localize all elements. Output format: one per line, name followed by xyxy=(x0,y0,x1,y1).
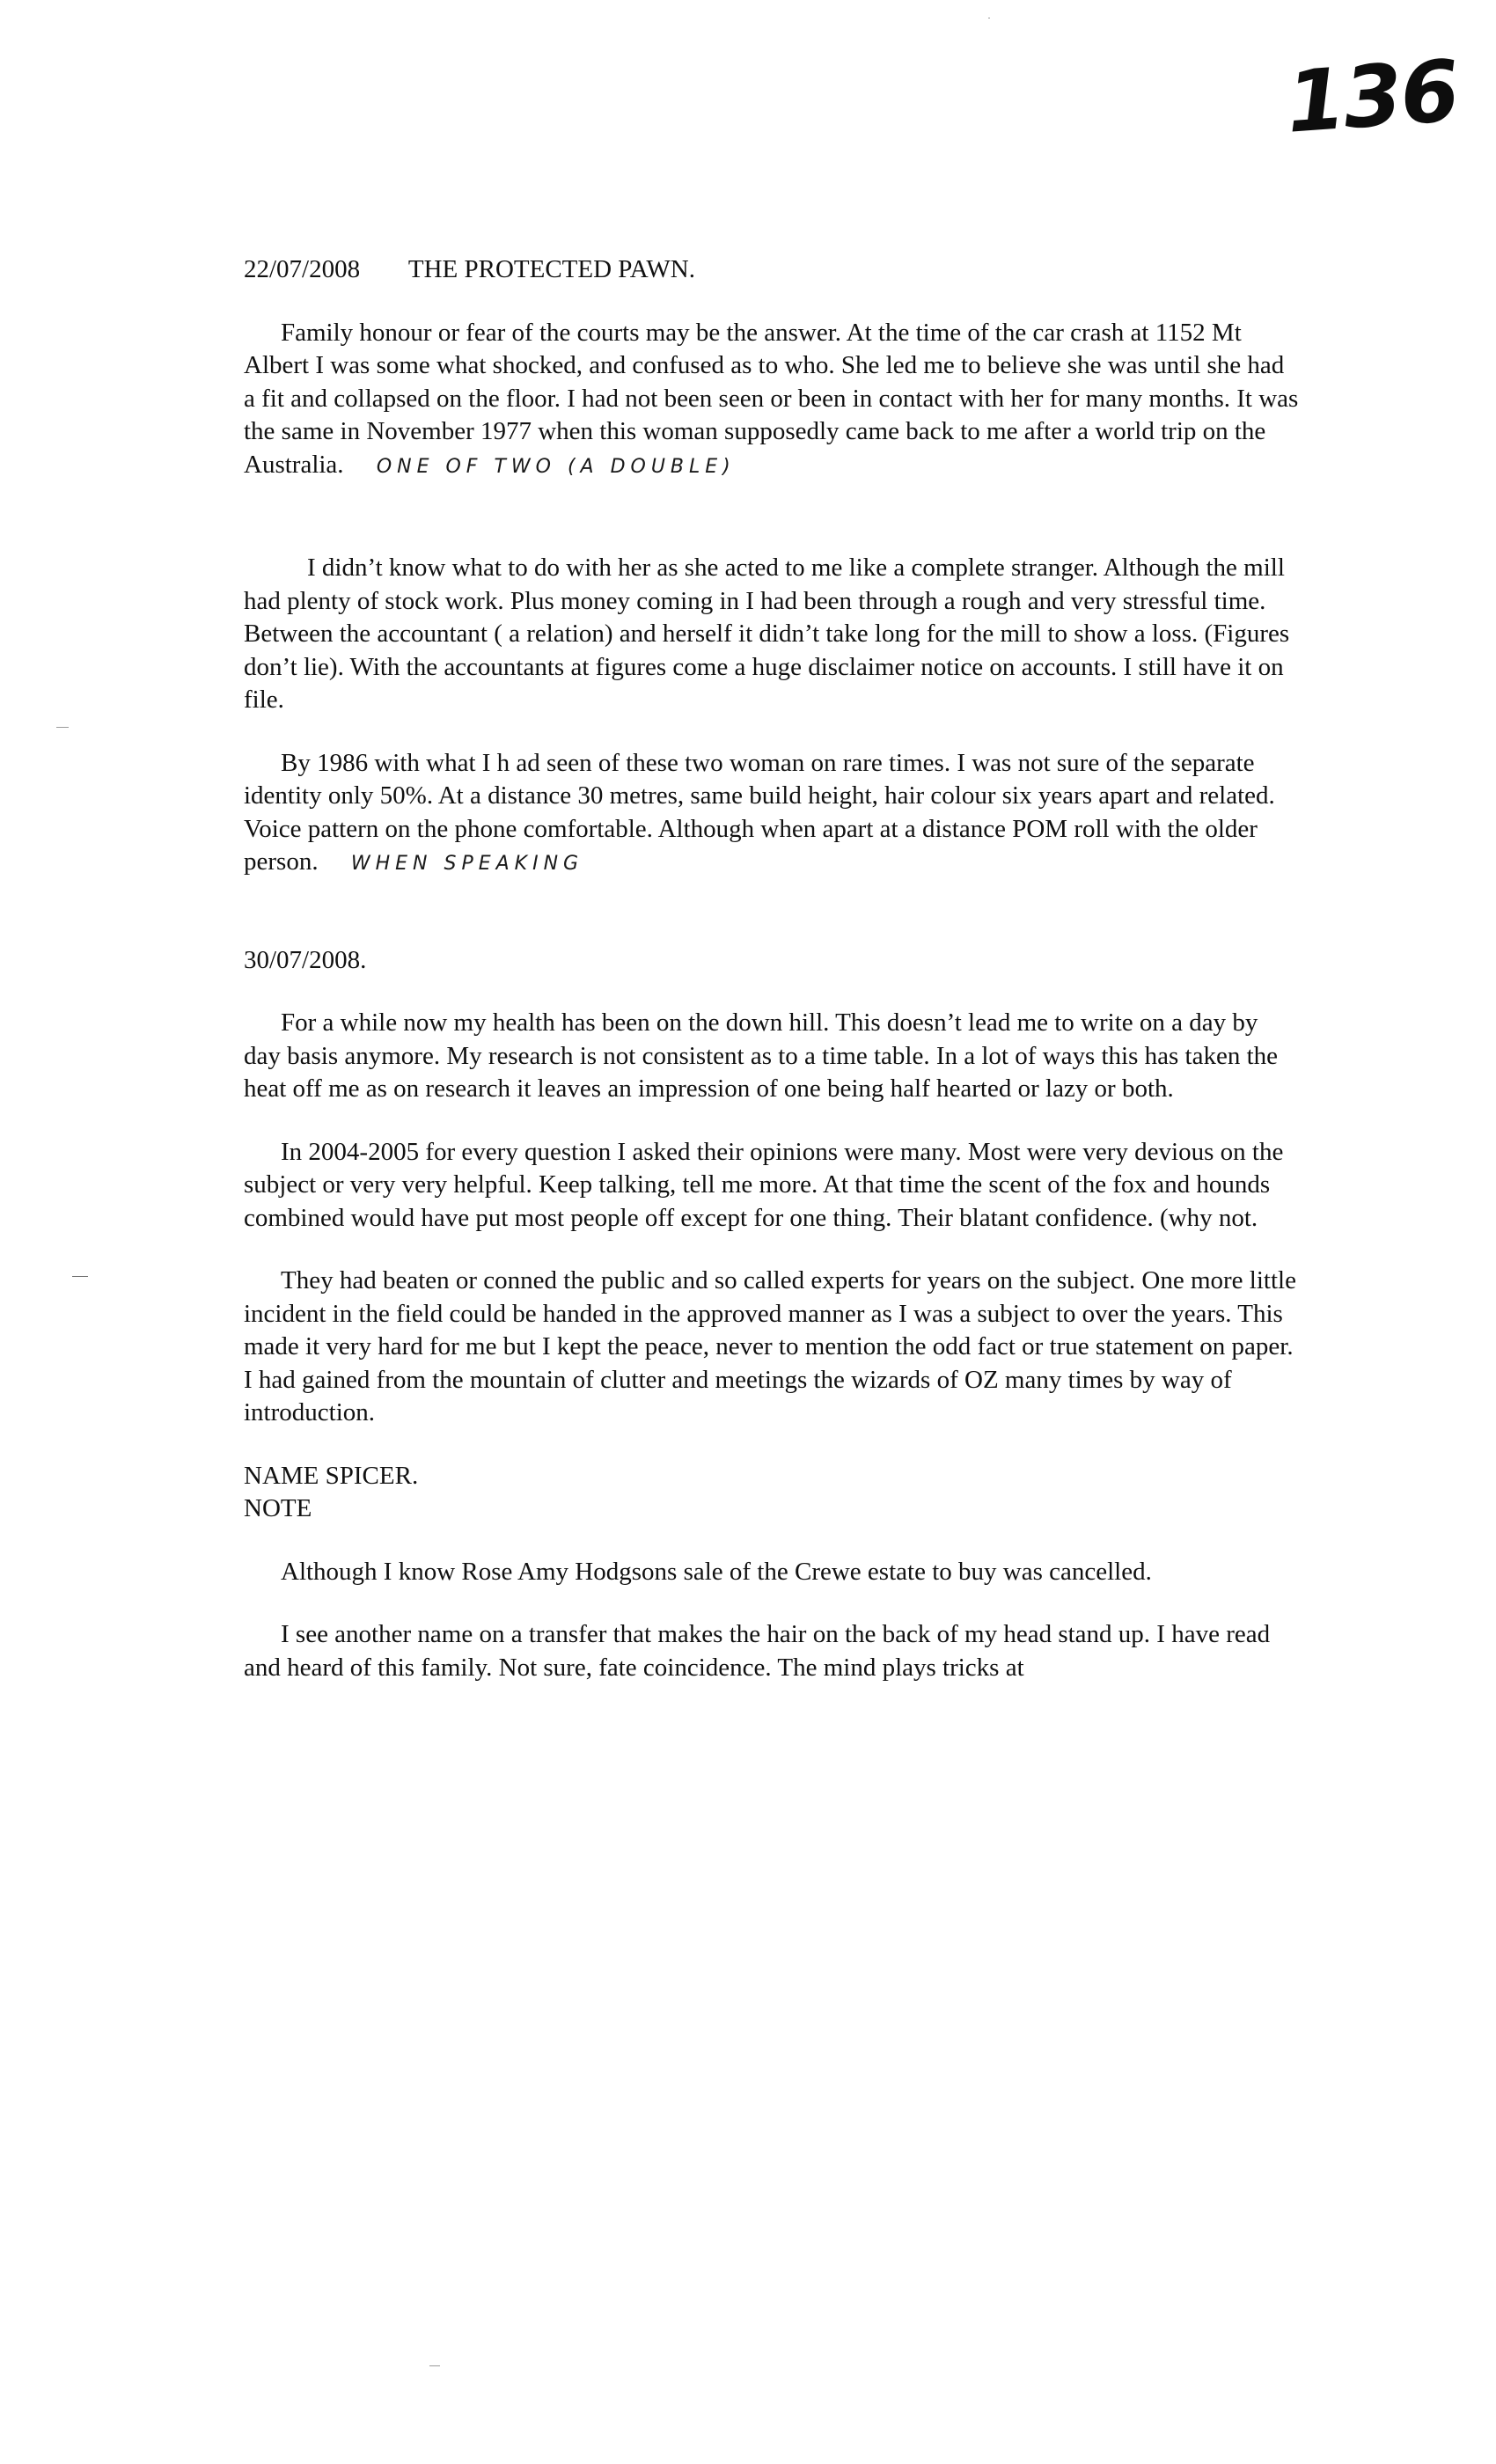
paragraph xyxy=(244,747,1300,881)
entry-heading xyxy=(244,253,1300,287)
document-body xyxy=(244,253,1300,1684)
entry-heading xyxy=(244,944,1300,978)
paragraph: They had beaten or conned the public and so called experts for years on the subject. One more little incident in the field could be handed in the approved manner as I was a subject to over the years. This made it very hard for me but I kept the peace, never to mention the odd fact or true statement on paper. I had gained from the mountain of clutter and meetings the wizards of OZ many times by way of introduction. xyxy=(244,1266,1296,1426)
page-number: 136 xyxy=(1283,41,1462,152)
scan-speck xyxy=(429,2365,440,2366)
handwritten-note: WHEN SPEAKING xyxy=(350,853,584,875)
paragraph: In 2004-2005 for every question I asked their opinions were many. Most were very devious on the subject or very very helpful. Keep talking, tell me more. At that time the scent of the fox and hounds combined would have put most people off except for one thing. Their blatant confidence. (why not. xyxy=(244,1137,1284,1232)
name-line: NAME SPICER. xyxy=(244,1461,419,1490)
paragraph xyxy=(244,317,1300,484)
entry-title: THE PROTECTED PAWN. xyxy=(407,255,695,283)
paragraph: I didn’t know what to do with her as she acted to me like a complete stranger. Although the mill had plenty of stock work. Plus money coming in I had been through a rough and very stressful time. Between the accountant ( a relation) and herself it didn’t take long for the mill to show a loss. (Figures don’t lie). With the accountants at figures come a huge disclaimer notice on accounts. I still have it on file. xyxy=(244,554,1290,714)
note-line: NOTE xyxy=(244,1494,312,1522)
paragraph: Although I know Rose Amy Hodgsons sale of the Crewe estate to buy was cancelled. xyxy=(281,1557,1152,1586)
paragraph-text: Family honour or fear of the courts may be the answer. At the time of the car crash at 1152 Mt Albert I was some what shocked, and confused as to who. She led me to believe she was until she had a fit and collapsed on the floor. I had not been seen or been in contact with her for many months. It was the same in November 1977 when this woman supposedly came back to me after a world trip on the Australia. xyxy=(244,318,1299,479)
paragraph-text: By 1986 with what I h ad seen of these two woman on rare times. I was not sure of the separate identity only 50%. At a distance 30 metres, same build height, hair colour six years apart and related. Voice pattern on the phone comfortable. Although when apart at a distance POM roll with the older person. xyxy=(244,748,1275,876)
scan-speck xyxy=(72,1276,88,1277)
paragraph: For a while now my health has been on the down hill. This doesn’t lead me to write on a day by day basis anymore. My research is not consistent as to a time table. In a lot of ways this has taken the heat off me as on research it leaves an impression of one being half hearted or lazy or both. xyxy=(244,1008,1279,1103)
handwritten-note: ONE OF TWO (A DOUBLE) xyxy=(376,455,736,478)
scan-speck xyxy=(56,727,69,728)
name-note-block xyxy=(244,1460,1300,1526)
paragraph: I see another name on a transfer that makes the hair on the back of my head stand up. I have read and heard of this family. Not sure, fate coincidence. The mind plays tricks at xyxy=(244,1620,1271,1682)
entry-date: 30/07/2008. xyxy=(244,945,367,974)
entry-date: 22/07/2008 xyxy=(244,255,361,283)
